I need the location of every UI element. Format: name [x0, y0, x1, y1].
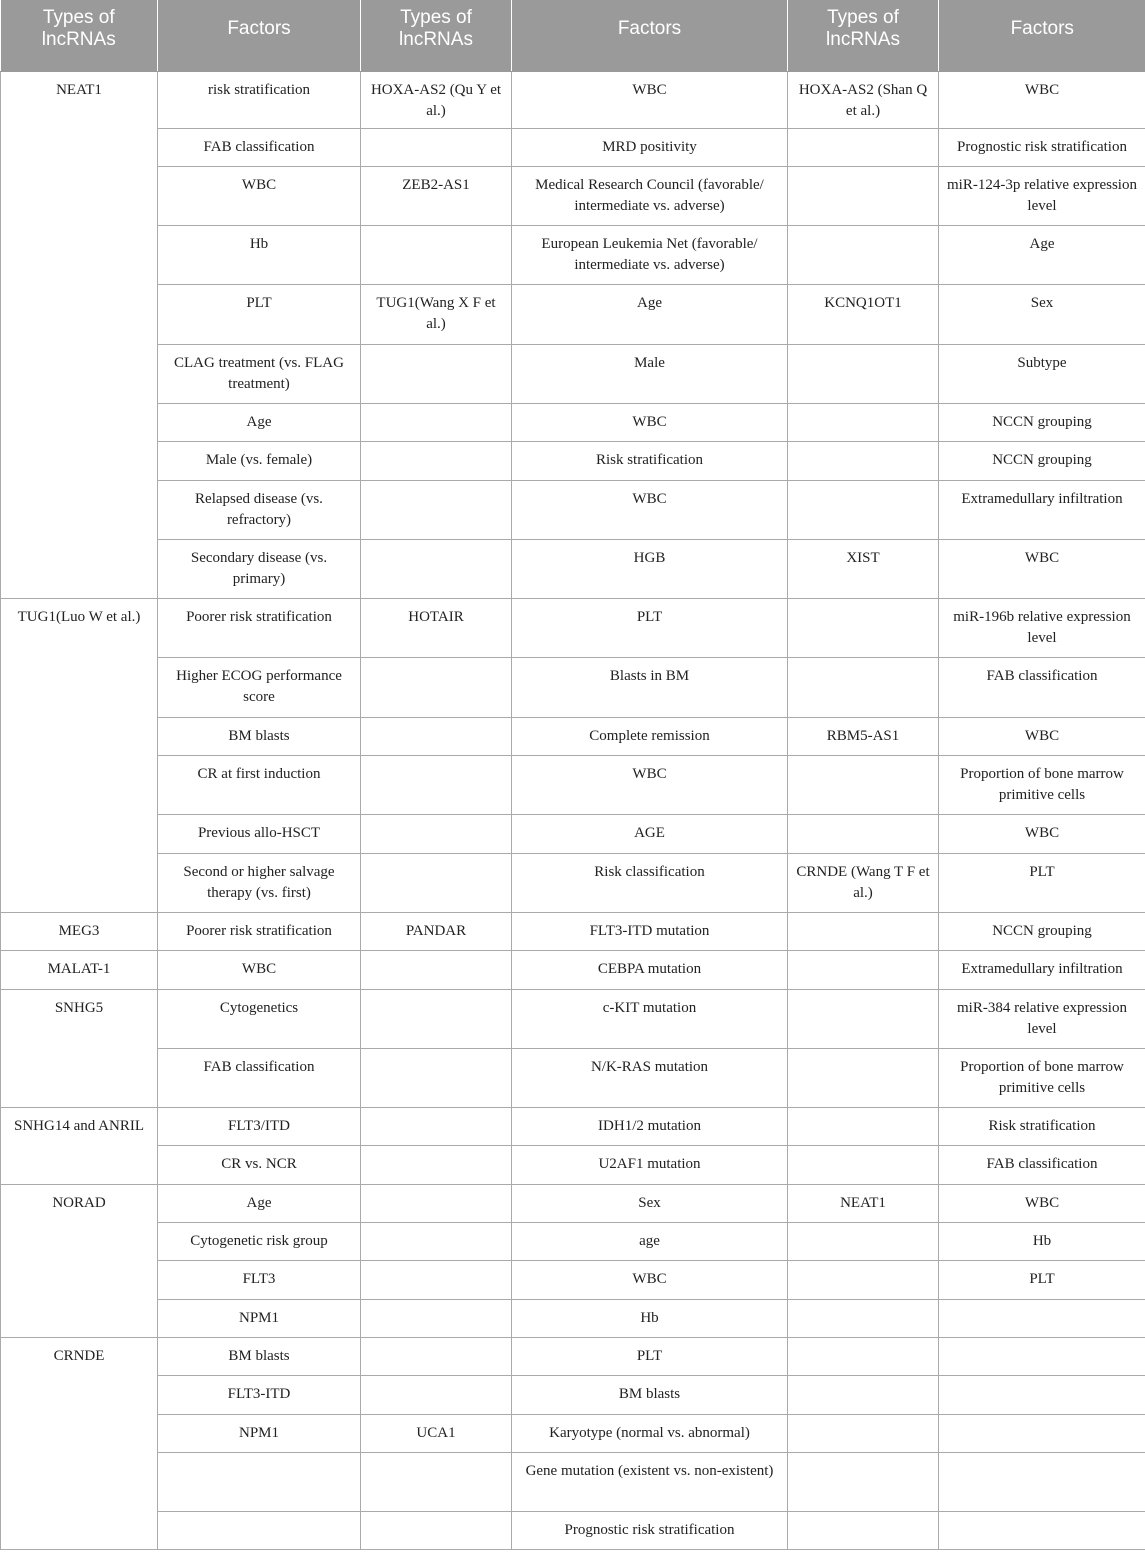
- factor-cell: Poorer risk stratification: [158, 912, 361, 950]
- factor-cell: WBC: [512, 403, 788, 441]
- factor-cell: Male: [512, 344, 788, 403]
- factor-cell: [939, 1337, 1145, 1375]
- lncrna-type-cell: [788, 1299, 939, 1337]
- factor-cell: PLT: [512, 1337, 788, 1375]
- lncrna-type-cell: [788, 403, 939, 441]
- table-row: [1, 1223, 1145, 1261]
- lncrna-type-cell: [361, 1223, 512, 1261]
- table-row: [1, 951, 1145, 989]
- factor-cell: Sex: [939, 285, 1145, 344]
- lncrna-type-cell: [788, 599, 939, 658]
- lncrna-type-cell: HOXA-AS2 (Qu Y et al.): [361, 71, 512, 128]
- lncrna-type-cell: [361, 344, 512, 403]
- factor-cell: [939, 1512, 1145, 1550]
- lncrna-type-cell: [788, 480, 939, 539]
- factor-cell: Previous allo-HSCT: [158, 815, 361, 853]
- factor-cell: FLT3: [158, 1261, 361, 1299]
- factor-cell: risk stratification: [158, 71, 361, 128]
- factor-cell: Subtype: [939, 344, 1145, 403]
- factor-cell: FLT3-ITD mutation: [512, 912, 788, 950]
- lncrna-type-cell: [361, 539, 512, 598]
- lncrna-type-cell: [361, 1512, 512, 1550]
- factor-cell: miR-384 relative expression level: [939, 989, 1145, 1048]
- lncrna-type-cell: [361, 1048, 512, 1107]
- lncrna-type-cell: [361, 442, 512, 480]
- factor-cell: [939, 1452, 1145, 1511]
- table-row: [1, 756, 1145, 815]
- lncrna-type-cell: [361, 1184, 512, 1222]
- factor-cell: BM blasts: [158, 1337, 361, 1375]
- factor-cell: PLT: [512, 599, 788, 658]
- lncrna-type-cell: ZEB2-AS1: [361, 166, 512, 225]
- table-row: [1, 1452, 1145, 1511]
- lncrna-type-cell: PANDAR: [361, 912, 512, 950]
- lncrna-type-cell: [788, 1223, 939, 1261]
- header-factors-1: Factors: [158, 0, 361, 71]
- table-row: [1, 658, 1145, 717]
- lncrna-type-cell: [788, 951, 939, 989]
- lncrna-type-cell: UCA1: [361, 1414, 512, 1452]
- lncrna-type-cell: [361, 128, 512, 166]
- lncrna-type-cell: [361, 480, 512, 539]
- lncrna-type-cell: [788, 442, 939, 480]
- factor-cell: Prognostic risk stratification: [512, 1512, 788, 1550]
- factor-cell: Hb: [158, 226, 361, 285]
- lncrna-type-cell: [361, 815, 512, 853]
- header-lncrna-type-3: Types of lncRNAs: [788, 0, 939, 71]
- factor-cell: IDH1/2 mutation: [512, 1108, 788, 1146]
- lncrna-type-cell: NORAD: [1, 1184, 158, 1337]
- factor-cell: [939, 1414, 1145, 1452]
- factor-cell: [158, 1452, 361, 1511]
- table-row: [1, 1512, 1145, 1550]
- lncrna-type-cell: [361, 1108, 512, 1146]
- lncrna-type-cell: NEAT1: [1, 71, 158, 599]
- factor-cell: Cytogenetic risk group: [158, 1223, 361, 1261]
- factor-cell: Relapsed disease (vs. refractory): [158, 480, 361, 539]
- lncrna-type-cell: SNHG5: [1, 989, 158, 1108]
- table-header: [1, 0, 1145, 71]
- table-row: [1, 853, 1145, 912]
- lncrna-type-cell: [788, 1452, 939, 1511]
- factor-cell: NCCN grouping: [939, 403, 1145, 441]
- factor-cell: CLAG treatment (vs. FLAG treatment): [158, 344, 361, 403]
- factor-cell: WBC: [512, 71, 788, 128]
- lncrna-type-cell: [361, 853, 512, 912]
- lncrna-type-cell: [361, 226, 512, 285]
- factor-cell: Gene mutation (existent vs. non-existent): [512, 1452, 788, 1511]
- factor-cell: Age: [939, 226, 1145, 285]
- lncrna-type-cell: CRNDE: [1, 1337, 158, 1549]
- lncrna-type-cell: XIST: [788, 539, 939, 598]
- factor-cell: BM blasts: [158, 717, 361, 755]
- factor-cell: Poorer risk stratification: [158, 599, 361, 658]
- factor-cell: FAB classification: [158, 1048, 361, 1107]
- lncrna-type-cell: NEAT1: [788, 1184, 939, 1222]
- factor-cell: NCCN grouping: [939, 912, 1145, 950]
- factor-cell: Risk stratification: [939, 1108, 1145, 1146]
- lncrna-type-cell: [361, 1146, 512, 1184]
- lncrna-type-cell: [361, 1299, 512, 1337]
- table-row: [1, 480, 1145, 539]
- table-row: [1, 128, 1145, 166]
- table-row: [1, 717, 1145, 755]
- factor-cell: FLT3-ITD: [158, 1376, 361, 1414]
- table-row: [1, 912, 1145, 950]
- lncrna-type-cell: RBM5-AS1: [788, 717, 939, 755]
- factor-cell: WBC: [512, 480, 788, 539]
- table-row: [1, 989, 1145, 1048]
- lncrna-type-cell: [361, 951, 512, 989]
- factor-cell: Hb: [512, 1299, 788, 1337]
- factor-cell: Blasts in BM: [512, 658, 788, 717]
- factor-cell: FAB classification: [939, 1146, 1145, 1184]
- factor-cell: [939, 1376, 1145, 1414]
- lncrna-type-cell: HOXA-AS2 (Shan Q et al.): [788, 71, 939, 128]
- table-body: [1, 71, 1145, 1550]
- factor-cell: WBC: [939, 539, 1145, 598]
- lncrna-type-cell: [788, 344, 939, 403]
- factor-cell: WBC: [939, 1184, 1145, 1222]
- factor-cell: Higher ECOG performance score: [158, 658, 361, 717]
- factor-cell: Second or higher salvage therapy (vs. first): [158, 853, 361, 912]
- table-row: [1, 166, 1145, 225]
- table-row: [1, 344, 1145, 403]
- factor-cell: Proportion of bone marrow primitive cells: [939, 756, 1145, 815]
- lncrna-type-cell: [361, 717, 512, 755]
- factor-cell: Sex: [512, 1184, 788, 1222]
- table-row: [1, 1414, 1145, 1452]
- header-row: [1, 0, 1145, 71]
- header-lncrna-type-2: Types of lncRNAs: [361, 0, 512, 71]
- factor-cell: WBC: [939, 71, 1145, 128]
- factor-cell: FLT3/ITD: [158, 1108, 361, 1146]
- factor-cell: Cytogenetics: [158, 989, 361, 1048]
- table-row: [1, 1337, 1145, 1375]
- lncrna-type-cell: SNHG14 and ANRIL: [1, 1108, 158, 1185]
- table-row: [1, 226, 1145, 285]
- factor-cell: Extramedullary infiltration: [939, 480, 1145, 539]
- lncrna-type-cell: [788, 1376, 939, 1414]
- lncrna-type-cell: [361, 1376, 512, 1414]
- factor-cell: Proportion of bone marrow primitive cells: [939, 1048, 1145, 1107]
- factor-cell: [939, 1299, 1145, 1337]
- lncrna-type-cell: [361, 756, 512, 815]
- factor-cell: PLT: [158, 285, 361, 344]
- table-row: [1, 1048, 1145, 1107]
- factor-cell: Risk stratification: [512, 442, 788, 480]
- factor-cell: WBC: [158, 166, 361, 225]
- factor-cell: c-KIT mutation: [512, 989, 788, 1048]
- table-row: [1, 442, 1145, 480]
- lncrna-type-cell: [788, 128, 939, 166]
- factor-cell: Age: [512, 285, 788, 344]
- factor-cell: MRD positivity: [512, 128, 788, 166]
- factor-cell: U2AF1 mutation: [512, 1146, 788, 1184]
- factor-cell: PLT: [939, 853, 1145, 912]
- lncrna-type-cell: [788, 1048, 939, 1107]
- factor-cell: FAB classification: [158, 128, 361, 166]
- lncrna-type-cell: [788, 166, 939, 225]
- factor-cell: Extramedullary infiltration: [939, 951, 1145, 989]
- lncrna-type-cell: [788, 815, 939, 853]
- table-row: [1, 71, 1145, 128]
- lncrna-type-cell: [361, 1261, 512, 1299]
- factor-cell: WBC: [939, 815, 1145, 853]
- lncrna-type-cell: [788, 912, 939, 950]
- factor-cell: CR at first induction: [158, 756, 361, 815]
- lncrna-type-cell: [361, 403, 512, 441]
- factor-cell: miR-196b relative expression level: [939, 599, 1145, 658]
- factor-cell: Prognostic risk stratification: [939, 128, 1145, 166]
- factor-cell: Risk classification: [512, 853, 788, 912]
- factor-cell: HGB: [512, 539, 788, 598]
- factor-cell: Age: [158, 1184, 361, 1222]
- factor-cell: Medical Research Council (favorable/ intermediate vs. adverse): [512, 166, 788, 225]
- factor-cell: CEBPA mutation: [512, 951, 788, 989]
- table-row: [1, 1376, 1145, 1414]
- lncrna-type-cell: MEG3: [1, 912, 158, 950]
- factor-cell: Complete remission: [512, 717, 788, 755]
- table-row: [1, 403, 1145, 441]
- table-row: [1, 1108, 1145, 1146]
- lncrna-type-cell: [788, 1337, 939, 1375]
- factor-cell: Male (vs. female): [158, 442, 361, 480]
- lncrna-type-cell: [788, 658, 939, 717]
- table-row: [1, 815, 1145, 853]
- factor-cell: CR vs. NCR: [158, 1146, 361, 1184]
- factor-cell: NPM1: [158, 1299, 361, 1337]
- lncrna-type-cell: CRNDE (Wang T F et al.): [788, 853, 939, 912]
- lncrna-type-cell: MALAT-1: [1, 951, 158, 989]
- factor-cell: European Leukemia Net (favorable/ intermediate vs. adverse): [512, 226, 788, 285]
- lncrna-type-cell: [788, 1261, 939, 1299]
- factor-cell: N/K-RAS mutation: [512, 1048, 788, 1107]
- factor-cell: WBC: [512, 1261, 788, 1299]
- factor-cell: NPM1: [158, 1414, 361, 1452]
- header-factors-2: Factors: [512, 0, 788, 71]
- lncrna-type-cell: [788, 1512, 939, 1550]
- lncrna-type-cell: [361, 1452, 512, 1511]
- factor-cell: PLT: [939, 1261, 1145, 1299]
- lncrna-type-cell: [788, 1108, 939, 1146]
- table-row: [1, 1261, 1145, 1299]
- lncrna-type-cell: [361, 658, 512, 717]
- lncrna-type-cell: [788, 756, 939, 815]
- table-row: [1, 539, 1145, 598]
- lncrna-type-cell: [361, 1337, 512, 1375]
- lncrna-type-cell: [788, 1146, 939, 1184]
- factor-cell: AGE: [512, 815, 788, 853]
- lncrna-type-cell: [788, 1414, 939, 1452]
- header-factors-3: Factors: [939, 0, 1145, 71]
- lncrna-type-cell: [361, 989, 512, 1048]
- lncrna-type-cell: [788, 226, 939, 285]
- factor-cell: age: [512, 1223, 788, 1261]
- factor-cell: FAB classification: [939, 658, 1145, 717]
- lncrna-type-cell: TUG1(Luo W et al.): [1, 599, 158, 913]
- table-row: [1, 1299, 1145, 1337]
- lncrna-type-cell: HOTAIR: [361, 599, 512, 658]
- factor-cell: NCCN grouping: [939, 442, 1145, 480]
- lncrna-type-cell: [788, 989, 939, 1048]
- factor-cell: Hb: [939, 1223, 1145, 1261]
- factor-cell: miR-124-3p relative expression level: [939, 166, 1145, 225]
- table-row: [1, 1184, 1145, 1222]
- factor-cell: WBC: [158, 951, 361, 989]
- factor-cell: Karyotype (normal vs. abnormal): [512, 1414, 788, 1452]
- table-row: [1, 599, 1145, 658]
- factor-cell: WBC: [939, 717, 1145, 755]
- table-row: [1, 285, 1145, 344]
- factor-cell: BM blasts: [512, 1376, 788, 1414]
- factor-cell: [158, 1512, 361, 1550]
- factor-cell: Secondary disease (vs. primary): [158, 539, 361, 598]
- factor-cell: WBC: [512, 756, 788, 815]
- table-row: [1, 1146, 1145, 1184]
- lncrna-type-cell: TUG1(Wang X F et al.): [361, 285, 512, 344]
- header-lncrna-type-1: Types of lncRNAs: [1, 0, 158, 71]
- lncrna-type-cell: KCNQ1OT1: [788, 285, 939, 344]
- factor-cell: Age: [158, 403, 361, 441]
